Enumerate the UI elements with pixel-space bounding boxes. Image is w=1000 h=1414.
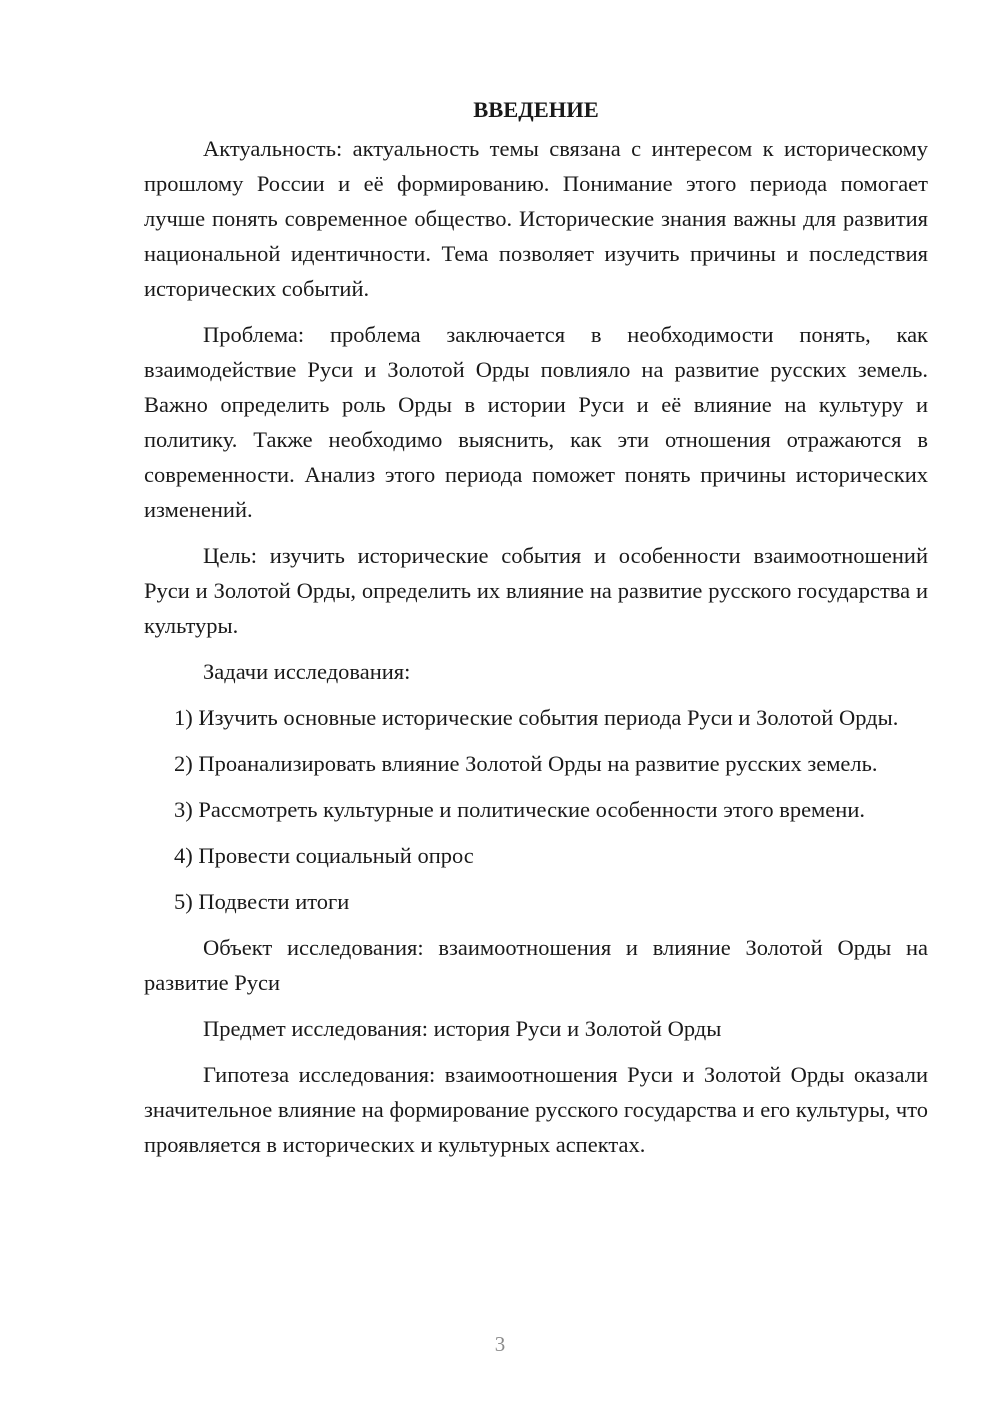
paragraph-hypothesis: Гипотеза исследования: взаимоотношения Руси и Золотой Орды оказали значительное влияние на формирование русского государства и его культуры, что проявляется в исторических и культурных аспектах.: [144, 1062, 928, 1157]
task-item-1: 1) Изучить основные исторические события периода Руси и Золотой Орды.: [174, 705, 899, 730]
paragraph-object: Объект исследования: взаимоотношения и влияние Золотой Орды на развитие Руси: [144, 935, 928, 995]
task-item-5: 5) Подвести итоги: [174, 889, 350, 914]
page-content: [144, 92, 928, 1173]
task-item-3: 3) Рассмотреть культурные и политические особенности этого времени.: [174, 797, 865, 822]
task-item-4: 4) Провести социальный опрос: [174, 843, 474, 868]
page-title: ВВЕДЕНИЕ: [473, 97, 599, 122]
paragraph-relevance: Актуальность: актуальность темы связана с интересом к историческому прошлому России и её формированию. Понимание этого периода помогает лучше понять современное общество. Исторические знания важны для развития национальной идентичности. Тема позволяет изучить причины и последствия исторических событий.: [144, 136, 928, 301]
page-number: 3: [494, 1332, 506, 1356]
paragraph-problem: Проблема: проблема заключается в необходимости понять, как взаимодействие Руси и Золотой Орды повлияло на развитие русских земель. Важно определить роль Орды в истории Руси и её влияние на культуру и политику. Также необходимо выяснить, как эти отношения отражаются в современности. Анализ этого периода поможет понять причины исторических изменений.: [144, 322, 928, 522]
paragraph-tasks-heading: Задачи исследования:: [203, 659, 411, 684]
task-item-2: 2) Проанализировать влияние Золотой Орды на развитие русских земель.: [174, 751, 878, 776]
paragraph-subject: Предмет исследования: история Руси и Золотой Орды: [203, 1016, 722, 1041]
paragraph-goal: Цель: изучить исторические события и особенности взаимоотношений Руси и Золотой Орды, определить их влияние на развитие русского государства и культуры.: [144, 543, 928, 638]
